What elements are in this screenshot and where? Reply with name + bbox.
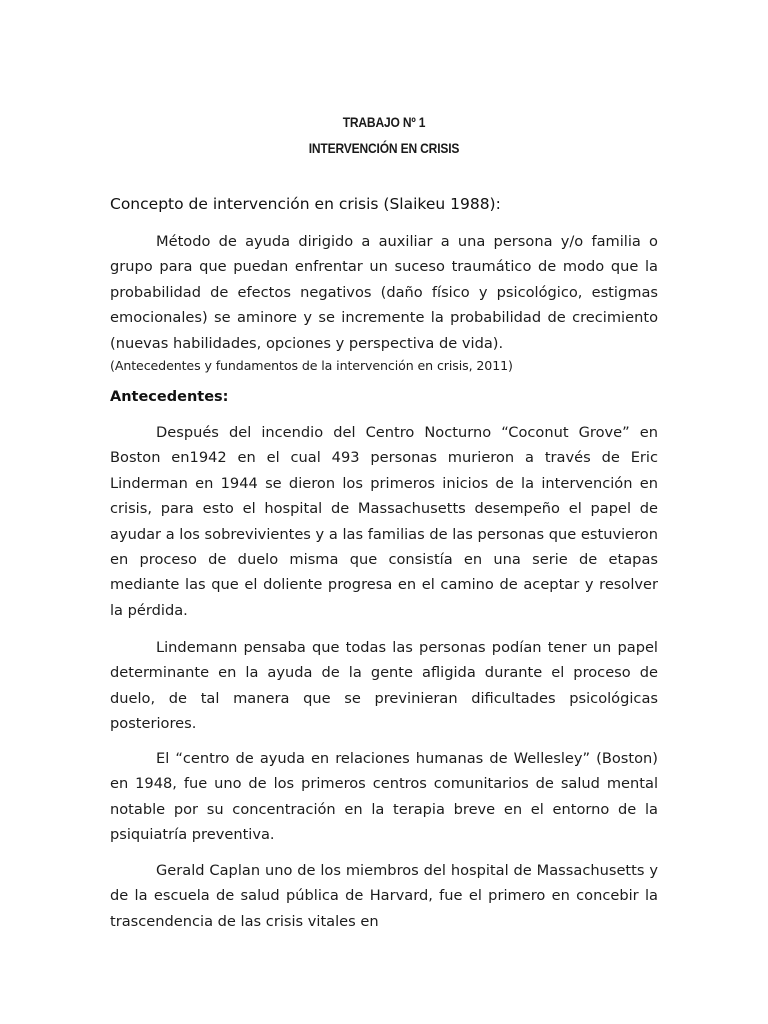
paragraph-text: Lindemann pensaba que todas las personas podían tener un papel determinante en la ayuda de la gente afligida durante el proceso de duelo, de tal manera que se previnieran dificultades psicológicas posteriores.: [110, 639, 658, 733]
paragraph-concept: [110, 229, 658, 356]
paragraph-concept-text: Método de ayuda dirigido a auxiliar a una persona y/o familia o grupo para que puedan enfrentar un suceso traumático de modo que la probabilidad de efectos negativos (daño físico y psicológico, estigmas emocionales) se aminore y se incremente la probabilidad de crecimiento (nuevas habilidades, opciones y perspectiva de vida).: [110, 233, 658, 352]
heading-concept: Concepto de intervención en crisis (Slaikeu 1988):: [110, 195, 501, 213]
paragraph-antecedentes-1: [110, 420, 658, 623]
heading-antecedentes: Antecedentes:: [110, 389, 229, 405]
document-title: TRABAJO Nº 1: [342, 114, 426, 130]
paragraph-text: El “centro de ayuda en relaciones humanas de Wellesley” (Boston) en 1948, fue uno de los primeros centros comunitarios de salud mental notable por su concentración en la terapia breve en el entorno de la psiquiatría preventiva.: [110, 750, 658, 844]
paragraph-antecedentes-4: [110, 858, 658, 934]
document-subtitle: INTERVENCIÓN EN CRISIS: [308, 140, 460, 156]
paragraph-antecedentes-2: [110, 635, 658, 737]
paragraph-text: Después del incendio del Centro Nocturno “Coconut Grove” en Boston en1942 en el cual 493 personas murieron a través de Eric Linderman en 1944 se dieron los primeros inicios de la intervención en crisis, para esto el hospital de Massachusetts desempeño el papel de ayudar a los sobrevivientes y a las familias de las personas que estuvieron en proceso de duelo misma que consistía en una serie de etapas mediante las que el doliente progresa en el camino de aceptar y resolver la pérdida.: [110, 424, 658, 619]
paragraph-antecedentes-3: [110, 746, 658, 848]
citation: (Antecedentes y fundamentos de la intervención en crisis, 2011): [110, 358, 513, 373]
paragraph-text: Gerald Caplan uno de los miembros del hospital de Massachusetts y de la escuela de salud pública de Harvard, fue el primero en concebir la trascendencia de las crisis vitales en: [110, 862, 658, 930]
